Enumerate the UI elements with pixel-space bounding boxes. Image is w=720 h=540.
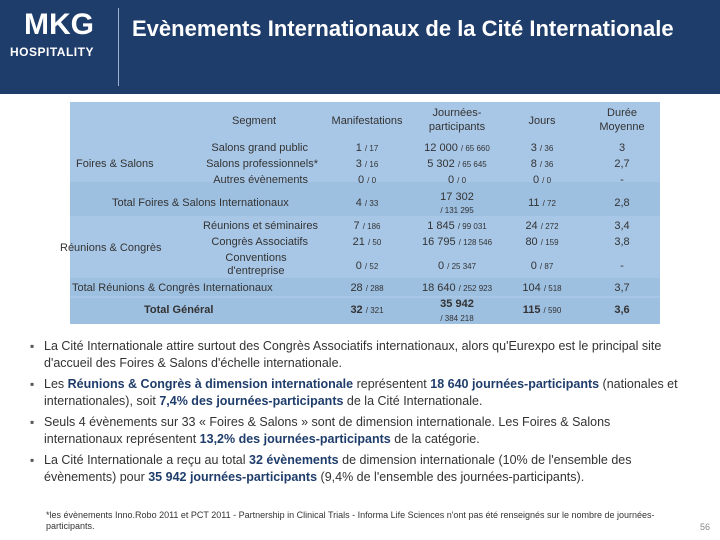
duree-conventions: -: [620, 260, 624, 272]
manif-salons-pro: 3 / 16: [355, 158, 379, 170]
bullet-4: [30, 452, 680, 486]
bullet-2-text-3: (nationales et internationales), soit: [44, 377, 678, 408]
bullet-dot-icon: ▪: [30, 453, 35, 467]
manif-reunions-seminaires: 7 / 186: [353, 220, 381, 232]
jp-total-general-ref: / 384 218: [440, 314, 474, 323]
duree-autres: -: [620, 174, 624, 186]
jp-total-general: 35 942: [440, 298, 474, 310]
jp-total-foires-ref: / 131 295: [440, 206, 474, 215]
events-table: [60, 102, 660, 324]
jours-congres-associatifs: 80 / 159: [525, 236, 559, 248]
bullet-3: [30, 414, 680, 448]
jp-conventions: 0 / 25 347: [437, 260, 477, 272]
manif-conventions: 0 / 52: [355, 260, 379, 272]
duree-reunions-seminaires: 3,4: [614, 220, 630, 232]
bullet-2: [30, 376, 680, 410]
label-reunions-seminaires: Réunions et séminaires: [203, 220, 318, 232]
bullet-3-highlight-1: 13,2% des journées-participants: [199, 432, 391, 446]
manif-congres-associatifs: 21 / 50: [352, 236, 382, 248]
manif-total-foires: 4 / 33: [355, 197, 379, 209]
duree-total-reunions: 3,7: [614, 282, 630, 294]
duree-total-foires: 2,8: [614, 197, 630, 209]
header-jours: Jours: [528, 115, 556, 127]
duree-congres-associatifs: 3,8: [614, 236, 630, 248]
bullet-1-text: La Cité Internationale attire surtout des Congrès Associatifs internationaux, alors qu'Eurexpo est le principal site d'accueil des Foires & Salons d'échelle internationale.: [44, 339, 662, 370]
slide-header: [0, 0, 720, 94]
group-reunions-congres: Réunions & Congrès: [60, 242, 162, 254]
bullet-2-text-2: représentent: [353, 377, 431, 391]
jp-reunions-seminaires: 1 845 / 99 031: [427, 220, 487, 232]
jp-total-reunions: 18 640 / 252 923: [421, 282, 493, 294]
logo-sub-text: HOSPITALITY: [10, 45, 94, 59]
header-manifestations: Manifestations: [331, 115, 403, 127]
label-autres: Autres évènements: [213, 174, 308, 186]
manif-autres: 0 / 0: [357, 174, 377, 186]
bullet-4-text-2: de dimension internationale (10% de l'ensemble des évènements) pour: [44, 453, 632, 484]
label-salons-pro: Salons professionnels*: [206, 158, 318, 170]
bullet-4-text-3: (9,4% de l'ensemble des journées-participants).: [317, 470, 585, 484]
manif-total-reunions: 28 / 288: [350, 282, 384, 294]
manif-salons-grand-public: 1 / 17: [355, 142, 379, 154]
duree-salons-grand-public: 3: [618, 142, 626, 154]
bullet-4-highlight-2: 35 942 journées-participants: [148, 470, 318, 484]
bullet-2-highlight-2: 18 640 journées-participants: [430, 377, 600, 391]
jours-total-general: 115 / 590: [522, 304, 562, 316]
footnote: *les évènements Inno.Robo 2011 et PCT 2011 - Partnership in Clinical Trials - Informa Life Sciences n'ont pas été renseignés sur le nombre de journées-participants.: [46, 510, 655, 531]
page-number: 56: [700, 522, 711, 532]
bullet-2-text-4: de la Cité Internationale.: [343, 394, 483, 408]
group-foires-salons: Foires & Salons: [76, 158, 154, 170]
label-total-foires: Total Foires & Salons Internationaux: [112, 197, 289, 209]
bullet-dot-icon: ▪: [30, 377, 35, 391]
jp-salons-pro: 5 302 / 65 645: [427, 158, 487, 170]
bullet-4-text-1: La Cité Internationale a reçu au total: [44, 453, 249, 467]
jours-salons-grand-public: 3 / 36: [530, 142, 554, 154]
jp-total-foires: 17 302: [440, 191, 474, 203]
duree-salons-pro: 2,7: [614, 158, 630, 170]
bullet-2-highlight-3: 7,4% des journées-participants: [159, 394, 344, 408]
manif-total-general: 32 / 321: [350, 304, 384, 316]
jours-total-foires: 11 / 72: [528, 197, 556, 209]
bullet-3-text-2: de la catégorie.: [390, 432, 480, 446]
bullet-4-highlight-1: 32 évènements: [249, 453, 339, 467]
jours-total-reunions: 104 / 518: [522, 282, 562, 294]
label-total-general: Total Général: [144, 304, 214, 316]
label-salons-grand-public: Salons grand public: [211, 142, 308, 154]
mkg-logo: [0, 0, 118, 94]
bullet-list: [30, 338, 680, 490]
bullet-dot-icon: ▪: [30, 339, 35, 353]
bullet-1: [30, 338, 680, 372]
jours-conventions: 0 / 87: [530, 260, 554, 272]
bullet-2-highlight-1: Réunions & Congrès à dimension internationale: [67, 377, 354, 391]
jp-autres: 0 / 0: [447, 174, 467, 186]
label-conventions: Conventions d'entreprise: [225, 252, 287, 277]
duree-total-general: 3,6: [614, 304, 630, 316]
label-total-reunions: Total Réunions & Congrès Internationaux: [72, 282, 273, 294]
bullet-dot-icon: ▪: [30, 415, 35, 429]
bullet-2-text-1: Les: [44, 377, 68, 391]
jp-salons-grand-public: 12 000 / 65 660: [424, 142, 490, 154]
jours-salons-pro: 8 / 36: [530, 158, 554, 170]
jours-autres: 0 / 0: [532, 174, 552, 186]
jp-congres-associatifs: 16 795 / 128 546: [421, 236, 493, 248]
header-divider: [118, 8, 119, 86]
header-segment: Segment: [231, 115, 277, 127]
bullet-3-text-1: Seuls 4 évènements sur 33 « Foires & Salons » sont de dimension internationale. Les Foires & Salons internationaux représentent: [44, 415, 611, 446]
page-title: Evènements Internationaux de la Cité Internationale: [132, 16, 674, 41]
jours-reunions-seminaires: 24 / 272: [525, 220, 559, 232]
header-journees: Journées-participants: [428, 107, 486, 133]
logo-main-text: MKG: [24, 8, 94, 41]
label-congres-associatifs: Congrès Associatifs: [211, 236, 308, 248]
header-duree: Durée Moyenne: [599, 107, 645, 133]
